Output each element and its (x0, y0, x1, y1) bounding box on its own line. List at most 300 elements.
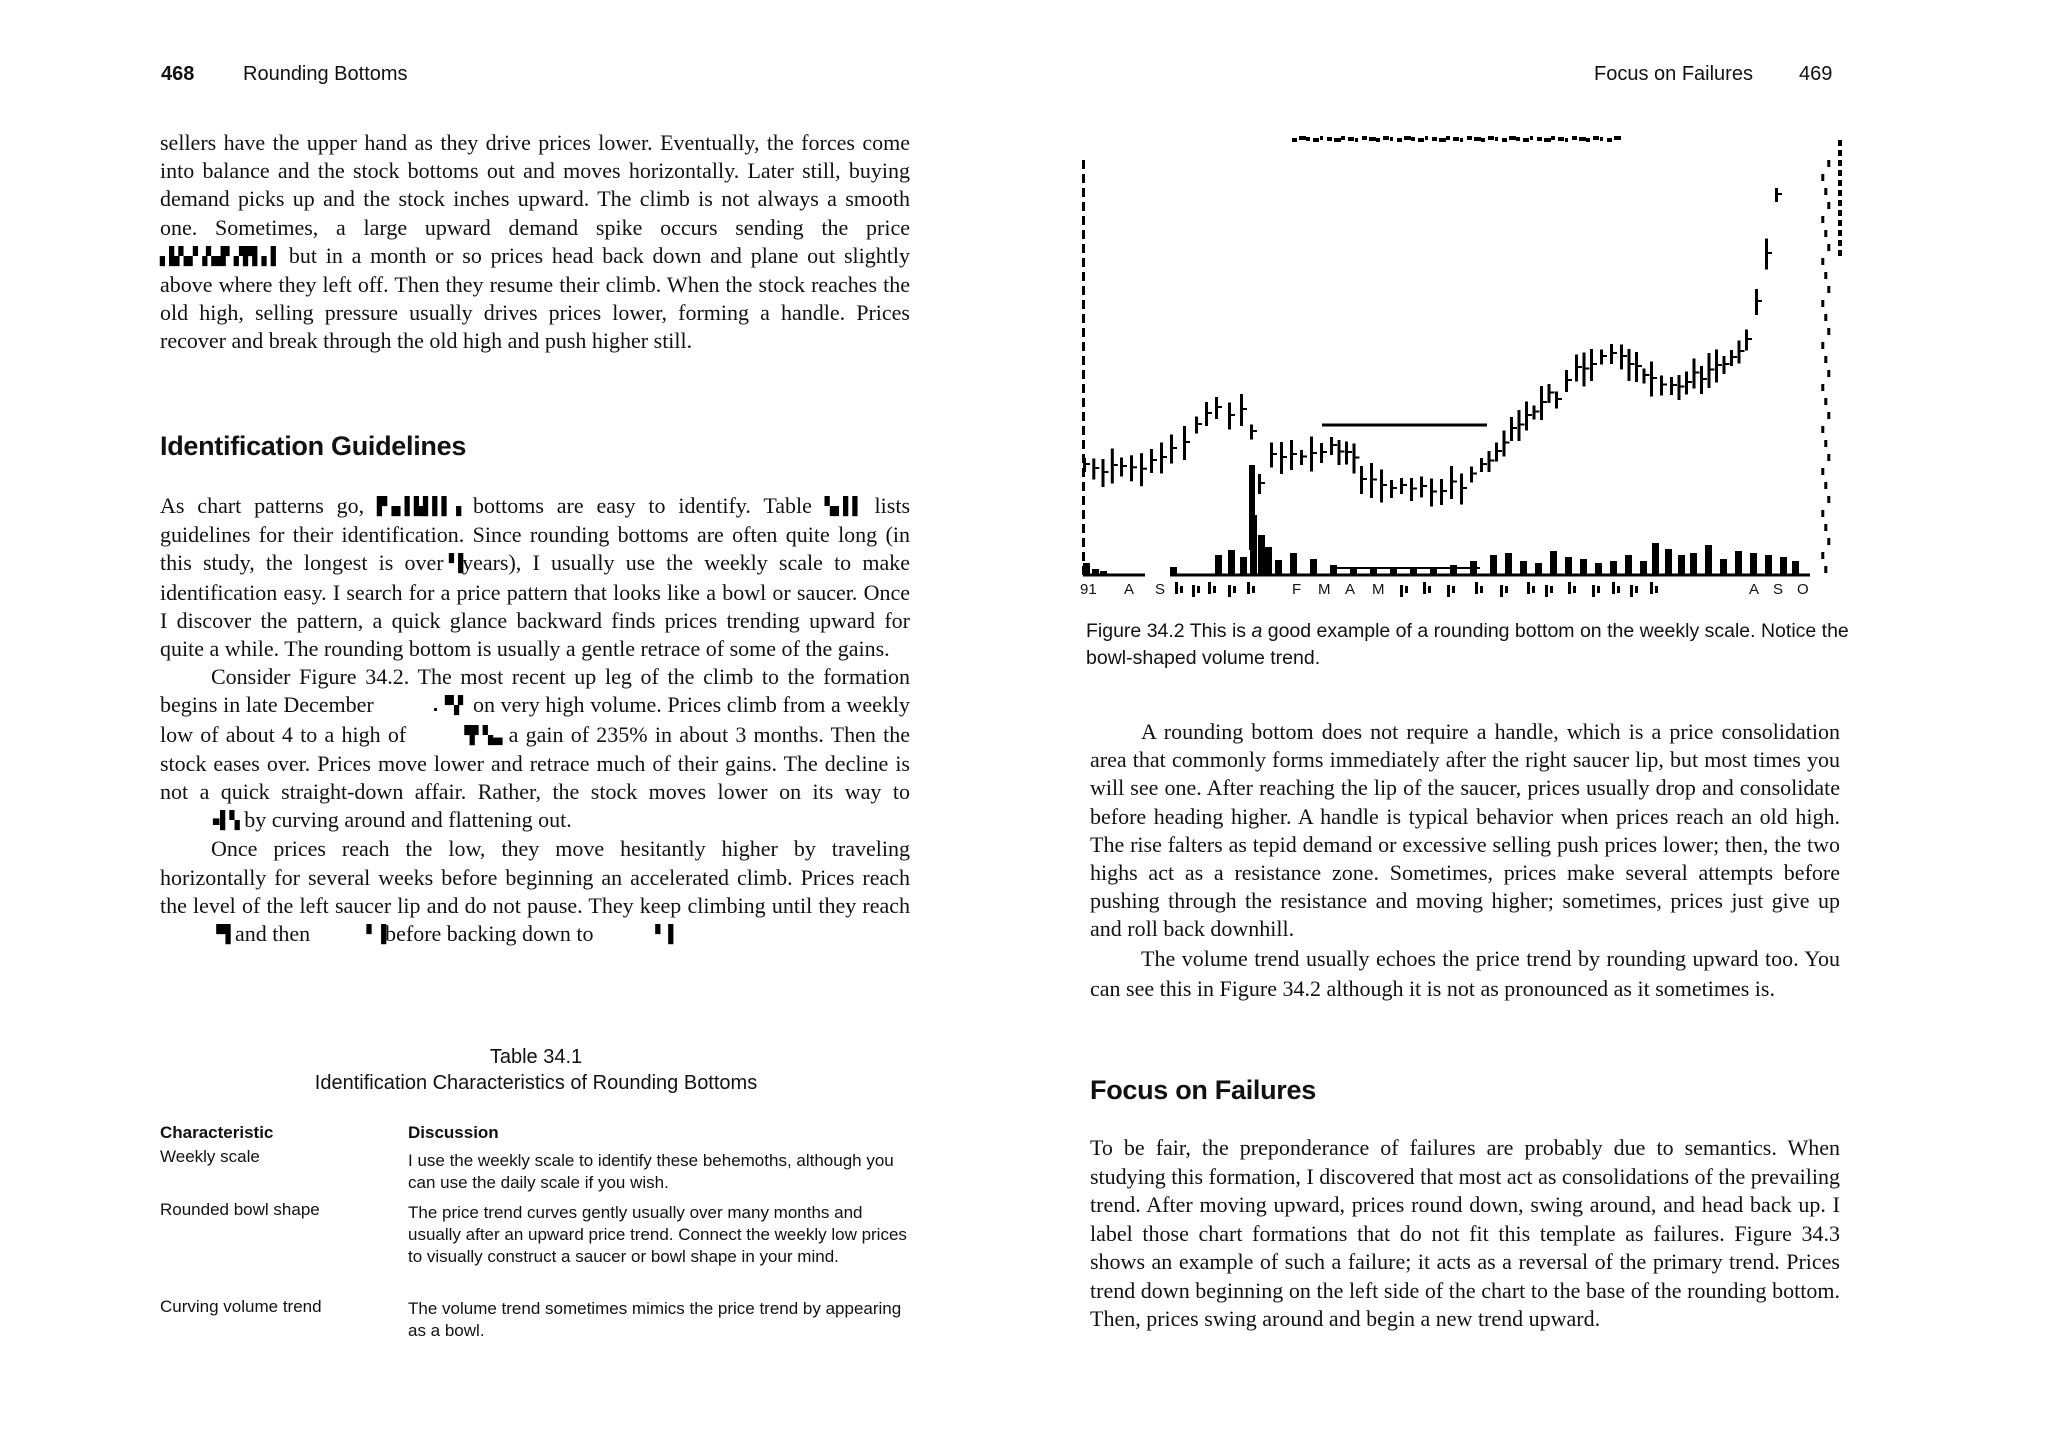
table-subtitle: Identification Characteristics of Rounding Bottoms (314, 1072, 758, 1094)
price-tick (1105, 471, 1109, 473)
x-axis-label: A (1345, 581, 1356, 598)
p2-text-c: a gain of 235% in about 3 months. Then the stock eases over. Prices move lower and retrace much of their gains. The decline is not a quick straight-down affair. Rather, the stock moves lower on its way to (160, 721, 911, 805)
right-scale-mark (1824, 566, 1827, 573)
price-tick (1758, 300, 1762, 302)
price-bar (1715, 350, 1718, 383)
table-row-3-characteristic: Curving volume trend (160, 1297, 322, 1316)
price-tick (1253, 430, 1257, 432)
garbled-mark (1530, 136, 1533, 140)
left-scale-mark (1082, 314, 1085, 323)
table-row-1-characteristic: Weekly scale (160, 1147, 260, 1166)
right-scale-mark (1827, 370, 1830, 377)
left-scale-mark (1082, 552, 1085, 561)
volume-bar (1705, 545, 1712, 575)
volume-bar (1535, 563, 1542, 575)
price-tick (1313, 452, 1317, 454)
chart-top-garbled-label (1292, 136, 1621, 142)
figure-caption (1086, 618, 1866, 672)
price-bar (1548, 384, 1551, 403)
price-bar (1555, 392, 1558, 409)
price-tick (1673, 384, 1677, 386)
price-tick (1653, 377, 1657, 379)
price-bar (1583, 353, 1586, 387)
price-tick (1323, 451, 1327, 453)
intro-text-a: sellers have the upper hand as they drive prices lower. Eventually, the forces come into balance and the stock bottoms out and moves horizontally. Later still, buying demand picks up and the stock inches upward. The climb is not always a smooth one. Sometimes, a large upward demand spike occurs sending the price (160, 130, 910, 240)
p2-text-b: on very high volume. Prices climb from a weekly low of about 4 to a high of (160, 692, 910, 747)
price-tick (1433, 491, 1437, 493)
price-bar (1120, 458, 1123, 477)
garbled-mark (1579, 137, 1586, 141)
left-scale-mark (1082, 230, 1085, 239)
garbled-mark (1453, 137, 1459, 141)
garbled-text: ▛▗▖▌▙▌▌▌▗ (377, 497, 461, 517)
price-bar (1575, 355, 1578, 382)
price-tick (1403, 484, 1407, 486)
p3-text-c: before backing down to (385, 921, 594, 947)
price-tick (1133, 466, 1137, 468)
price-bar (1610, 344, 1613, 364)
volume-bar (1652, 543, 1659, 575)
price-bar (1533, 406, 1536, 420)
garbled-mark (1495, 137, 1498, 141)
price-bar (1480, 458, 1483, 472)
p1-text-d: years), I usually use the weekly scale to make identification easy. I search for a price pattern that looks like a bowl or saucer. Once I discover the pattern, a quick glance backward finds prices trending upward for quite a while. The rounding bottom is usually a gentle retrace of some of the gains. (160, 550, 910, 662)
price-bar (1183, 426, 1186, 460)
price-tick (1114, 464, 1118, 466)
price-tick (1768, 252, 1772, 254)
section-heading: Identification Guidelines (160, 431, 467, 461)
garbled-mark (1418, 138, 1424, 142)
garbled-mark (1299, 136, 1306, 140)
price-bar (1685, 372, 1688, 395)
price-tick (1373, 479, 1377, 481)
left-scale-mark (1082, 202, 1085, 211)
right-scale-mark (1838, 150, 1842, 156)
volume-bar (1250, 515, 1257, 575)
left-scale-mark (1082, 272, 1085, 281)
running-head: Focus on Failures (1594, 63, 1753, 85)
price-bar (1565, 370, 1568, 392)
price-tick (1726, 363, 1730, 365)
right-body-text (1090, 718, 1840, 1004)
price-bar (1300, 450, 1303, 465)
x-axis-labels (1080, 581, 1860, 601)
right-scale-mark (1821, 468, 1824, 475)
price-tick (1463, 487, 1467, 489)
price-bar (1440, 479, 1443, 505)
table-header-characteristic: Characteristic (160, 1123, 274, 1142)
table-row-2-characteristic: Rounded bowl shape (160, 1200, 320, 1219)
x-axis-label: S (1773, 581, 1784, 598)
price-tick (1283, 456, 1287, 458)
volume-bar (1550, 551, 1557, 575)
right-scale-mark (1824, 356, 1827, 363)
price-tick (1243, 408, 1247, 410)
garbled-mark (1362, 136, 1367, 140)
price-tick (1303, 456, 1307, 458)
right-scale-mark (1821, 216, 1824, 223)
garbled-mark (1369, 137, 1376, 141)
left-scale-mark (1082, 496, 1085, 505)
paragraph-3: To be fair, the preponderance of failures are probably due to semantics. When studying this formation, I discovered that most act as consolidations of the prevailing trend. After moving upward, prices round down, swing around, and head back up. I label those chart formations that do not fit this template as failures. Figure 34.3 shows an example of such a failure; it acts as a reversal of the primary trend. Prices trend down beginning on the left side of the chart to the base of the rounding bottom. Then, prices swing around and begin a new trend upward. (1090, 1135, 1840, 1331)
price-tick (1123, 465, 1127, 467)
price-tick (1558, 398, 1562, 400)
price-tick (1208, 412, 1212, 414)
garbled-mark (1481, 138, 1485, 142)
price-tick (1198, 423, 1202, 425)
left-scale-mark (1082, 174, 1085, 183)
price-tick (1443, 490, 1447, 492)
garbled-text: ▚▖▌▌ (824, 497, 862, 517)
left-scale-mark (1082, 160, 1085, 169)
volume-bar (1595, 563, 1602, 575)
right-scale-mark (1827, 244, 1830, 251)
garbled-mark (1607, 138, 1612, 142)
garbled-mark (1425, 136, 1428, 140)
price-bar (1102, 459, 1105, 487)
price-bar (1290, 440, 1293, 470)
volume-bar (1665, 549, 1672, 575)
price-bar (1488, 451, 1491, 472)
garbled-mark (1439, 138, 1446, 142)
garbled-mark (1502, 138, 1507, 142)
price-tick (1356, 457, 1360, 459)
garbled-mark (1292, 138, 1297, 142)
table-row-3-discussion: The volume trend sometimes mimics the price trend by appearing as a bowl. (408, 1299, 902, 1340)
table-header-discussion: Discussion (408, 1123, 499, 1142)
volume-bar (1275, 560, 1282, 575)
left-scale-mark (1082, 454, 1085, 463)
price-bar (1495, 443, 1498, 462)
price-tick (1578, 366, 1582, 368)
right-scale-mark (1838, 160, 1842, 166)
price-bar (1390, 480, 1393, 498)
price-bar (1708, 353, 1711, 388)
x-axis-label: O (1797, 581, 1809, 598)
price-tick (1663, 384, 1667, 386)
price-tick (1733, 356, 1737, 358)
price-tick (1483, 463, 1487, 465)
price-tick (1688, 381, 1692, 383)
paragraph-1: A rounding bottom does not require a handle, which is a price consolidation area that commonly forms immediately after the right saucer lip, but most times you will see one. After reaching the lip of the saucer, prices usually drop and consolidate before heading higher. A handle is typical behavior when prices reach an old high. The rise falters as tepid demand or excessive selling push prices lower; then, the two highs act as a resistance zone. Sometimes, prices make several attempts before pushing through the resistance and moving higher; sometimes, prices just give up and roll back downhill. (1090, 719, 1840, 942)
x-axis-label: F (1292, 581, 1302, 598)
price-bar (1503, 431, 1506, 457)
price-bar (1353, 444, 1356, 474)
volume-bar (1610, 561, 1617, 575)
price-tick (1568, 379, 1572, 381)
price-bar (1345, 442, 1348, 465)
section-heading: Focus on Failures (1090, 1075, 1316, 1105)
garbled-mark (1348, 137, 1354, 141)
price-bar (1450, 466, 1453, 499)
price-bar (1400, 478, 1403, 494)
right-scale-mark (1821, 300, 1824, 307)
right-scale-mark (1824, 314, 1827, 321)
volume-bar (1520, 561, 1527, 575)
right-scale-mark (1821, 426, 1824, 433)
price-tick (1681, 386, 1685, 388)
garbled-mark (1411, 137, 1415, 141)
price-bar (1430, 479, 1433, 507)
volume-bar (1765, 555, 1772, 575)
garbled-mark (1614, 136, 1621, 140)
price-tick (1646, 374, 1650, 376)
price-tick (1711, 369, 1715, 371)
price-bar (1755, 289, 1758, 315)
price-bar (1338, 440, 1341, 465)
left-scale-mark (1082, 412, 1085, 421)
price-tick (1453, 481, 1457, 483)
p1-text-b: bottoms are easy to identify. Table (472, 493, 812, 518)
p2-text-d: by curving around and flattening out. (244, 807, 572, 833)
volume-bar (1505, 553, 1512, 575)
price-tick (1528, 414, 1532, 416)
left-scale-mark (1082, 524, 1085, 533)
price-tick (1703, 378, 1707, 380)
volume-bar (1580, 559, 1587, 575)
price-tick (1218, 406, 1222, 408)
price-bar (1620, 345, 1623, 370)
p1-text-c: lists guidelines for their identification. Since rounding bottoms are often quite long (in this study, the longest is over (160, 493, 911, 576)
price-bar (1635, 352, 1638, 382)
price-bar (1170, 435, 1173, 464)
price-tick (1506, 442, 1510, 444)
price-bar (1130, 455, 1133, 481)
right-scale-mark (1821, 510, 1824, 517)
left-scale-mark (1082, 328, 1085, 337)
price-bar (1310, 437, 1313, 472)
price-bar (1420, 477, 1423, 498)
price-tick (1293, 453, 1297, 455)
left-scale-mark (1082, 384, 1085, 393)
garbled-text: ▝▜ (211, 925, 230, 946)
left-scale-mark (1082, 510, 1085, 519)
price-tick (1778, 193, 1782, 195)
garbled-mark (1383, 136, 1389, 140)
table-row-1-discussion: I use the weekly scale to identify these behemoths, although you can use the daily scale if you wish. (408, 1151, 894, 1192)
price-bar (1111, 449, 1114, 484)
right-scale-mark (1821, 258, 1824, 265)
garbled-mark (1572, 136, 1577, 140)
table-title: Table 34.1 (489, 1046, 583, 1068)
price-bar (1240, 394, 1243, 426)
price-bar (1738, 341, 1741, 364)
price-tick (1413, 488, 1417, 490)
garbled-mark (1306, 137, 1310, 141)
volume-bar (1215, 555, 1222, 575)
left-scale-mark (1082, 356, 1085, 365)
price-tick (1273, 453, 1277, 455)
price-bar (1228, 403, 1231, 430)
volume-bar (1678, 555, 1685, 575)
price-bar (1693, 359, 1696, 389)
price-tick (1696, 372, 1700, 374)
garbled-text: ▜▘▚▃ (464, 725, 502, 746)
price-tick (1748, 338, 1752, 340)
page-number: 468 (161, 63, 195, 85)
right-scale-mark (1838, 170, 1842, 176)
price-bar (1745, 330, 1748, 351)
volume-bar (1720, 559, 1727, 575)
price-tick (1513, 427, 1517, 429)
price-bar (1460, 474, 1463, 505)
price-bar (1678, 375, 1681, 400)
price-tick (1491, 460, 1495, 462)
right-scale-mark (1827, 202, 1830, 209)
right-scale-mark (1827, 454, 1830, 461)
price-tick (1231, 414, 1235, 416)
right-scale-mark (1827, 328, 1830, 335)
p1-text-a: As chart patterns go, (160, 493, 365, 518)
volume-bar (1565, 557, 1572, 575)
x-axis-label: S (1155, 581, 1166, 598)
price-bar (1525, 402, 1528, 431)
side-scales (1082, 140, 1842, 575)
price-bar (1410, 478, 1413, 501)
price-tick (1593, 363, 1597, 365)
left-scale-mark (1082, 216, 1085, 225)
volume-bar (1490, 555, 1497, 575)
price-bar (1280, 442, 1283, 474)
price-bar (1380, 470, 1383, 503)
left-scale-mark (1082, 244, 1085, 253)
price-tick (1551, 392, 1555, 394)
right-scale-mark (1821, 174, 1824, 181)
p3-text-b: and then (234, 921, 311, 947)
left-scale-mark (1082, 426, 1085, 435)
garbled-mark (1565, 138, 1568, 142)
price-bar (1510, 417, 1513, 441)
price-bar (1723, 356, 1726, 374)
garbled-mark (1404, 136, 1411, 140)
price-tick (1143, 468, 1147, 470)
garbled-text: ▘▐ (366, 925, 386, 946)
garbled-mark (1516, 137, 1520, 141)
right-scale-mark (1827, 160, 1830, 167)
garbled-mark (1537, 137, 1542, 141)
left-scale-mark (1082, 342, 1085, 351)
volume-bar (1780, 557, 1787, 575)
left-scale-mark (1082, 468, 1085, 477)
right-scale-mark (1827, 538, 1830, 545)
garbled-mark (1355, 138, 1358, 142)
garbled-mark (1593, 136, 1599, 140)
price-tick (1348, 451, 1352, 453)
volume-bar (1310, 559, 1317, 575)
left-scale-mark (1082, 188, 1085, 197)
garbled-text: ▖▙▚▞▗▚▟▘▞▛▌▖▌ (160, 246, 281, 267)
garbled-mark (1509, 136, 1516, 140)
x-axis-label: 91 (1080, 581, 1097, 598)
right-scale-mark (1824, 440, 1827, 447)
price-bar (1205, 402, 1208, 426)
price-tick (1095, 467, 1099, 469)
price-tick (1631, 363, 1635, 365)
volume-bar (1640, 561, 1647, 575)
price-tick (1586, 368, 1590, 370)
right-scale-mark (1838, 220, 1842, 226)
price-bars (1083, 188, 1782, 550)
volume-bar (1228, 550, 1235, 575)
garbled-mark (1558, 137, 1564, 141)
garbled-mark (1523, 138, 1529, 142)
price-tick (1521, 424, 1525, 426)
running-head: Rounding Bottoms (243, 63, 408, 85)
right-scale-mark (1824, 524, 1827, 531)
price-bar (1215, 397, 1218, 419)
right-scale-mark (1827, 286, 1830, 293)
garbled-mark (1397, 138, 1402, 142)
right-body-text-2 (1090, 1134, 1840, 1334)
price-bar (1518, 410, 1521, 441)
price-bar (1150, 449, 1153, 473)
price-bar (1628, 349, 1631, 381)
price-tick (1718, 364, 1722, 366)
x-axis-label: M (1372, 581, 1385, 598)
right-scale-mark (1821, 552, 1824, 559)
volume-bar (1240, 557, 1247, 575)
garbled-text: ▝▐ (443, 554, 463, 575)
price-bar (1092, 459, 1095, 480)
garbled-mark (1341, 136, 1345, 140)
volume-bar (1792, 561, 1799, 575)
price-bar (1590, 349, 1593, 381)
right-scale-mark (1827, 496, 1830, 503)
garbled-mark (1446, 136, 1450, 140)
right-scale-mark (1838, 190, 1842, 196)
right-scale-mark (1821, 384, 1824, 391)
volume-bar (1290, 553, 1297, 575)
garbled-mark (1327, 137, 1332, 141)
price-tick (1333, 444, 1337, 446)
left-scale-mark (1082, 398, 1085, 407)
garbled-text: ▝ ▌ (649, 925, 678, 946)
price-tick (1543, 401, 1547, 403)
price-bar (1470, 467, 1473, 483)
price-tick (1613, 352, 1617, 354)
right-scale-mark (1838, 230, 1842, 236)
price-bar (1643, 369, 1646, 384)
price-tick (1393, 487, 1397, 489)
right-scale-mark (1824, 272, 1827, 279)
right-scale-mark (1838, 180, 1842, 186)
price-tick (1173, 447, 1177, 449)
price-tick (1086, 463, 1090, 465)
volume-bar (1265, 547, 1272, 575)
garbled-text: ▪▌▚ (211, 811, 239, 832)
garbled-mark (1432, 137, 1437, 141)
right-scale-mark (1824, 188, 1827, 195)
price-bar (1360, 466, 1363, 494)
right-scale-mark (1838, 240, 1842, 246)
price-tick (1741, 350, 1745, 352)
left-scale-mark (1082, 286, 1085, 295)
price-bar (1270, 443, 1273, 468)
right-scale-mark (1824, 230, 1827, 237)
intro-text-b: but in a month or so prices head back down and plane out slightly above where they left off. Then they resume their climb. When the stock reaches the old high, selling pressure usually drives prices lower, forming a handle. Prices recover and break through the old high and push higher still. (160, 242, 911, 354)
left-scale-mark (1082, 482, 1085, 491)
right-scale-mark (1824, 482, 1827, 489)
caption-text: Figure 34.2 This is (1086, 620, 1252, 642)
p2-text-a: Consider Figure 34.2. The most recent up leg of the climb to the formation begins in late December (160, 664, 910, 718)
price-bar (1600, 350, 1603, 365)
garbled-mark (1460, 138, 1463, 142)
price-tick (1623, 355, 1627, 357)
x-axis-label: A (1749, 581, 1760, 598)
price-bar (1670, 377, 1673, 395)
garbled-mark (1474, 137, 1481, 141)
price-tick (1341, 451, 1345, 453)
